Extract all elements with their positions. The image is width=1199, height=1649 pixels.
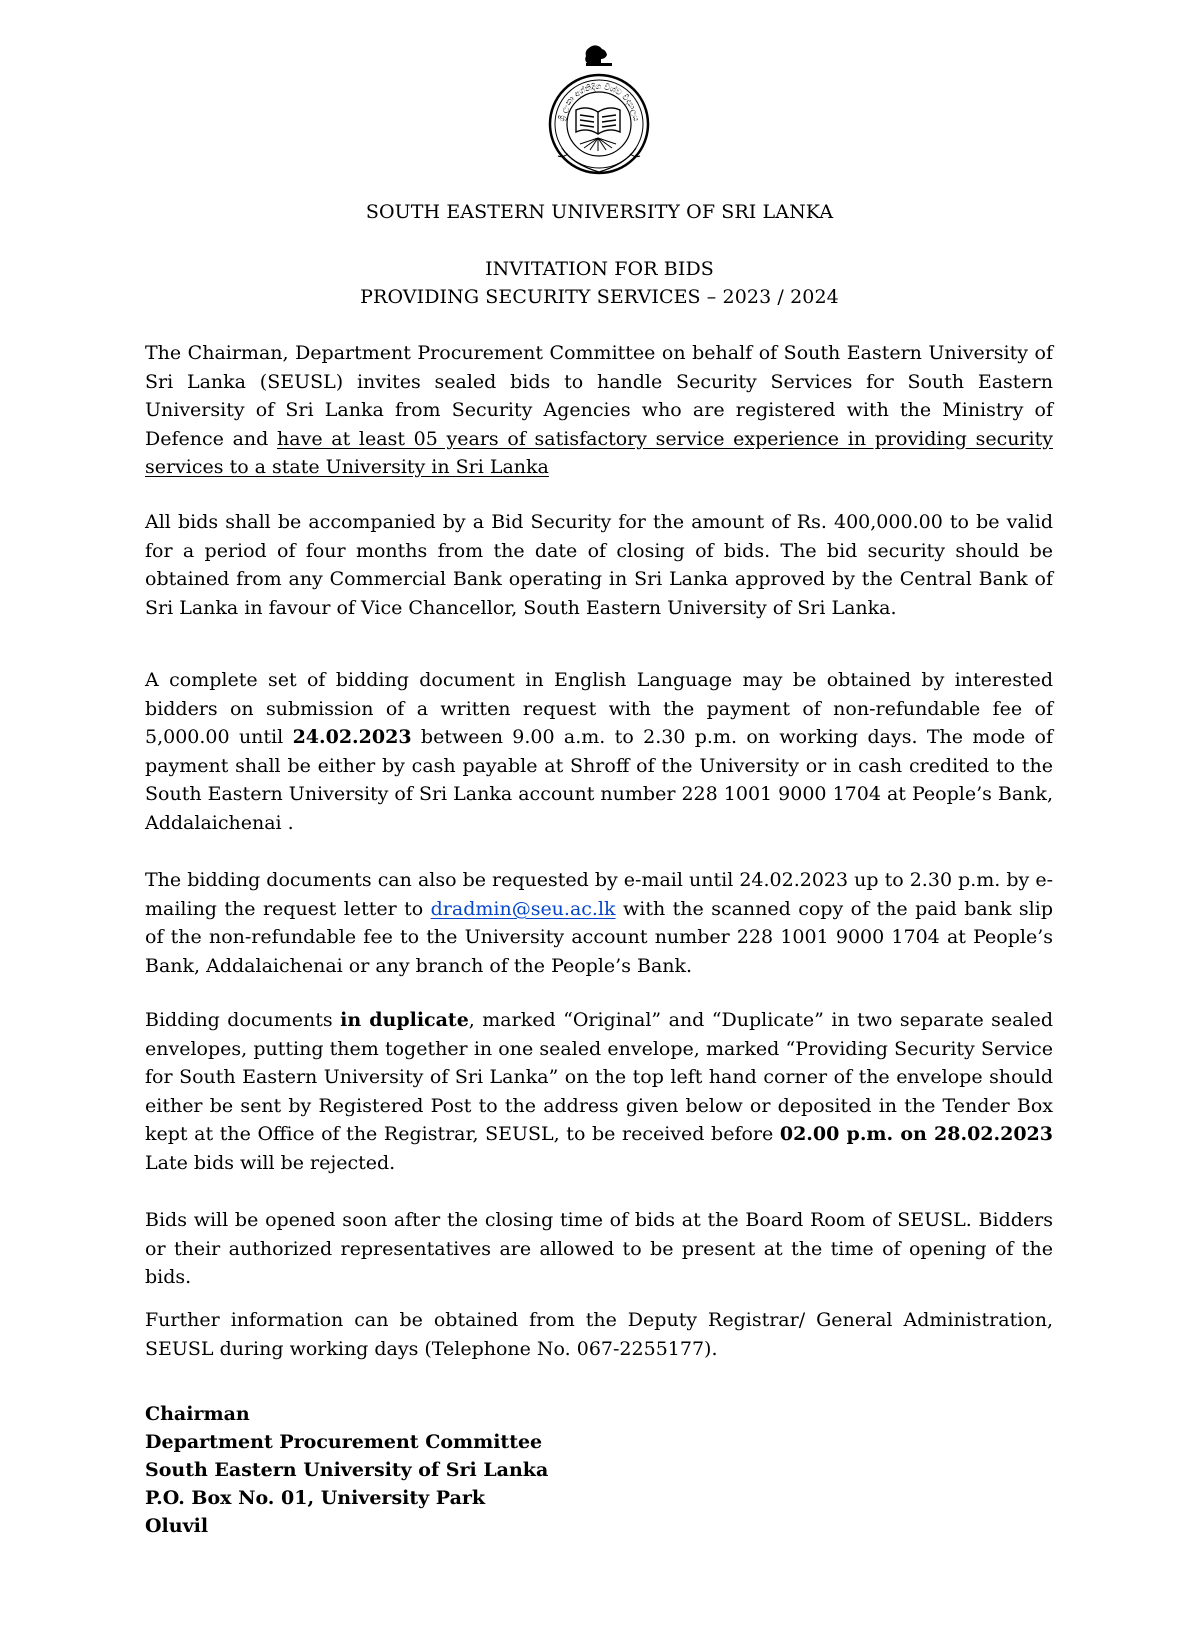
paragraph-invitation-text: The Chairman, Department Procurement Committee on behalf of South Eastern University of Sri Lanka (SEUSL) invites sealed bids to handle Security Services for South Eastern University of Sri Lanka from Security Agencies who are registered with the Ministry of Defence and [145,342,1053,450]
paragraph-invitation [145,339,1053,482]
institution-heading: SOUTH EASTERN UNIVERSITY OF SRI LANKA [365,201,834,223]
email-link[interactable]: dradmin@seu.ac.lk [430,897,616,920]
signature-committee: Department Procurement Committee [145,1431,543,1453]
paragraph-bid-security: All bids shall be accompanied by a Bid Security for the amount of Rs. 400,000.00 to be valid for a period of four months from the date of closing of bids. The bid security should be obtained from any Commercial Bank operating in Sri Lanka approved by the Central Bank of Sri Lanka in favour of Vice Chancellor, South Eastern University of Sri Lanka. [145,511,1053,619]
deadline-date: 24.02.2023 [292,726,412,748]
lion-emblem-icon [585,45,612,66]
paragraph-further-info: Further information can be obtained from the Deputy Registrar/ General Administration, SEUSL during working days (Telephone No. 067-2255177). [145,1309,1053,1360]
duplicate-emphasis: in duplicate [340,1009,469,1031]
paragraph-submission-text-3: Late bids will be rejected. [145,1151,396,1174]
svg-text:ශ්‍රී ලංකා අග්නිදිග විශ්ව විද්: ශ්‍රී ලංකා අග්නිදිග විශ්ව විද්‍යාලය [557,81,641,122]
paragraph-submission-text-2: , marked “Original” and “Duplicate” in two separate sealed envelopes, putting them together in one sealed envelope, marked “Providing Security Service for South Eastern University of Sri Lanka” on the top left hand corner of the envelope should either be sent by Registered Post to the address given below or deposited in the Tender Box kept at the Office of the Registrar, SEUSL, to be received before [145,1009,1053,1145]
paragraph-bid-opening: Bids will be opened soon after the closing time of bids at the Board Room of SEUSL. Bidders or their authorized representatives are allowed to be present at the time of opening of the bids. [145,1209,1053,1288]
document-title: INVITATION FOR BIDS [485,258,714,280]
paragraph-email-text-2: with the scanned copy of the paid bank slip of the non-refundable fee to the University account number 228 1001 9000 1704 at People’s Bank, Addalaichenai or any branch of the People’s Bank. [145,897,1054,977]
paragraph-submission [145,1006,1053,1177]
signature-city: Oluvil [145,1515,209,1537]
signature-title: Chairman [145,1403,250,1425]
closing-time: 02.00 p.m. on 28.02.2023 [779,1123,1053,1145]
paragraph-submission-text-1: Bidding documents [145,1009,341,1031]
signature-address: P.O. Box No. 01, University Park [145,1487,486,1509]
university-seal-icon [542,44,656,176]
paragraph-bidding-document-text-2: between 9.00 a.m. to 2.30 p.m. on working days. The mode of payment shall be either by cash payable at Shroff of the University or in cash credited to the South Eastern University of Sri Lanka account number 228 1001 9000 1704 at People’s Bank, Addalaichenai . [145,726,1053,834]
paragraph-email-request [145,866,1053,980]
paragraph-bidding-document-text-1: A complete set of bidding document in English Language may be obtained by interested bidders on submission of a written request with the payment of non-refundable fee of 5,000.00 until [145,669,1053,748]
paragraph-bidding-document [145,666,1053,837]
eligibility-requirement: have at least 05 years of satisfactory service experience in providing security services to a state University in Sri Lanka [145,427,1053,478]
document-subtitle: PROVIDING SECURITY SERVICES – 2023 / 2024 [360,286,839,308]
signature-block [145,1400,548,1540]
signature-university: South Eastern University of Sri Lanka [145,1459,549,1481]
paragraph-email-text-1: The bidding documents can also be requested by e-mail until 24.02.2023 up to 2.30 p.m. by e-mailing the request letter to [145,869,1053,920]
